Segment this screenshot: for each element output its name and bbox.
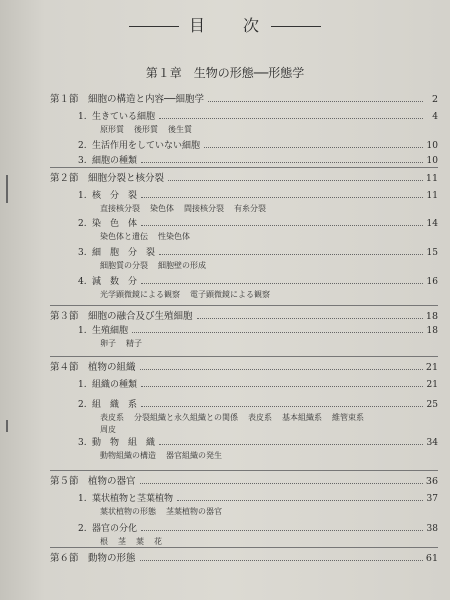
leader-dots	[141, 197, 423, 198]
subsection-number: 1.	[78, 494, 87, 504]
subsection-label: 動 物 組 織	[92, 438, 156, 448]
toc-subsection[interactable]	[78, 191, 438, 202]
section-label: 第２節 細胞分裂と核分裂	[50, 173, 165, 184]
leader-dots	[132, 332, 423, 333]
subsection-label: 核 分 裂	[92, 191, 138, 201]
subsection-label: 組 織 系	[92, 400, 138, 410]
page-number: 11	[426, 191, 438, 201]
topic-item: 細胞壁の形成	[158, 261, 206, 270]
topic-item: 表皮系	[248, 413, 272, 422]
page-number: 2	[431, 94, 438, 105]
page-number: 36	[425, 476, 438, 487]
topic-item: 卵子	[100, 339, 116, 348]
topic-item: 細胞質の分裂	[100, 261, 148, 270]
leader-dots	[140, 483, 423, 484]
topic-list	[100, 125, 438, 135]
topic-item: 維管束系	[332, 413, 364, 422]
page-number: 21	[426, 380, 438, 390]
subsection-label: 細胞の種類	[92, 156, 138, 166]
leader-dots	[140, 560, 423, 561]
toc-subsection[interactable]	[78, 438, 438, 449]
leader-dots	[208, 101, 423, 102]
topic-item: 根	[100, 537, 108, 546]
topic-list	[100, 413, 438, 423]
topic-item: 電子顕微鏡による観察	[190, 290, 270, 299]
leader-dots	[141, 162, 423, 163]
section-label: 第１節 細胞の構造と内容──細胞学	[50, 94, 204, 105]
page-number: 38	[426, 524, 438, 534]
section-divider	[50, 470, 438, 471]
section-label: 第４節 植物の組織	[50, 362, 136, 373]
topic-item: 光学顕微鏡による観察	[100, 290, 180, 299]
subsection-number: 2.	[78, 524, 87, 534]
subsection-number: 3.	[78, 156, 87, 166]
topic-list	[100, 339, 438, 349]
topic-list	[100, 425, 438, 435]
page-number: 25	[426, 400, 438, 410]
subsection-number: 2.	[78, 400, 87, 410]
page-edge-mark	[6, 175, 8, 203]
section-divider	[50, 547, 438, 548]
page-number: 34	[426, 438, 438, 448]
topic-list	[100, 507, 438, 517]
subsection-label: 組織の種類	[92, 380, 138, 390]
page-number: 11	[425, 173, 438, 184]
topic-item: 後生質	[168, 125, 192, 134]
topic-item: 後形質	[134, 125, 158, 134]
rule-right	[271, 26, 321, 27]
subsection-label: 葉状植物と茎葉植物	[92, 494, 174, 504]
subsection-number: 3.	[78, 248, 87, 258]
topic-item: 茎葉植物の器官	[166, 507, 222, 516]
page-number: 61	[425, 553, 438, 564]
topic-item: 染色体と遺伝	[100, 232, 148, 241]
page-number: 18	[426, 326, 438, 336]
subsection-label: 細 胞 分 裂	[92, 248, 156, 258]
leader-dots	[159, 118, 423, 119]
subsection-label: 器官の分化	[92, 524, 138, 534]
toc-section[interactable]	[50, 362, 438, 373]
topic-list	[100, 290, 438, 300]
topic-list	[100, 261, 438, 271]
topic-item: 性染色体	[158, 232, 190, 241]
leader-dots	[204, 147, 423, 148]
section-divider	[50, 305, 438, 306]
topic-item: 花	[154, 537, 162, 546]
toc-section[interactable]	[50, 94, 438, 105]
toc-title: 目 次	[188, 16, 261, 35]
subsection-number: 1.	[78, 191, 87, 201]
toc-subsection[interactable]	[78, 248, 438, 259]
topic-item: 表皮系	[100, 413, 124, 422]
toc-subsection[interactable]	[78, 141, 438, 152]
toc-section[interactable]	[50, 311, 438, 322]
section-label: 第６節 動物の形態	[50, 553, 136, 564]
section-label: 第５節 植物の器官	[50, 476, 136, 487]
subsection-number: 2.	[78, 219, 87, 229]
subsection-label: 生きている細胞	[92, 112, 156, 122]
leader-dots	[168, 180, 423, 181]
leader-dots	[141, 530, 423, 531]
subsection-number: 2.	[78, 141, 87, 151]
subsection-label: 染 色 体	[92, 219, 138, 229]
topic-list	[100, 537, 438, 547]
topic-item: 染色体	[150, 204, 174, 213]
page-number: 15	[426, 248, 438, 258]
toc-heading	[0, 13, 450, 36]
topic-list	[100, 232, 438, 242]
leader-dots	[197, 318, 423, 319]
topic-item: 茎	[118, 537, 126, 546]
topic-item: 有糸分裂	[234, 204, 266, 213]
chapter-title: 第１章 生物の形態──形態学	[145, 66, 305, 80]
topic-item: 葉	[136, 537, 144, 546]
leader-dots	[141, 406, 423, 407]
leader-dots	[141, 283, 423, 284]
toc-section[interactable]	[50, 173, 438, 184]
rule-left	[129, 26, 179, 27]
page-number: 10	[426, 156, 438, 166]
topic-item: 直接核分裂	[100, 204, 140, 213]
page-number: 16	[426, 277, 438, 287]
subsection-number: 1.	[78, 380, 87, 390]
topic-item: 原形質	[100, 125, 124, 134]
leader-dots	[141, 225, 423, 226]
topic-list	[100, 451, 438, 461]
subsection-number: 1.	[78, 112, 87, 122]
subsection-number: 1.	[78, 326, 87, 336]
toc-subsection[interactable]	[78, 277, 438, 288]
toc-subsection[interactable]	[78, 156, 438, 167]
topic-item: 動物組織の構造	[100, 451, 156, 460]
toc-subsection[interactable]	[78, 494, 438, 505]
toc-section[interactable]	[50, 553, 438, 564]
toc-subsection[interactable]	[78, 400, 438, 411]
topic-item: 周皮	[100, 425, 116, 434]
page-number: 37	[426, 494, 438, 504]
page-number: 21	[425, 362, 438, 373]
section-divider	[50, 167, 438, 168]
leader-dots	[159, 444, 423, 445]
leader-dots	[141, 386, 423, 387]
page-number: 10	[426, 141, 438, 151]
subsection-label: 生活作用をしていない細胞	[92, 141, 201, 151]
leader-dots	[140, 369, 423, 370]
toc-subsection[interactable]	[78, 326, 438, 337]
section-divider	[50, 356, 438, 357]
topic-list	[100, 204, 438, 214]
page-edge-mark	[6, 420, 8, 432]
page-number: 4	[432, 112, 438, 122]
toc-subsection[interactable]	[78, 112, 438, 123]
subsection-number: 4.	[78, 277, 87, 287]
subsection-label: 減 数 分	[92, 277, 138, 287]
topic-item: 葉状植物の形態	[100, 507, 156, 516]
topic-item: 分裂組織と永久組織との関係	[134, 413, 238, 422]
subsection-label: 生殖細胞	[92, 326, 129, 336]
subsection-number: 3.	[78, 438, 87, 448]
toc-section[interactable]	[50, 476, 438, 487]
topic-item: 器官組織の発生	[166, 451, 222, 460]
page-number: 18	[425, 311, 438, 322]
topic-item: 基本組織系	[282, 413, 322, 422]
topic-item: 精子	[126, 339, 142, 348]
leader-dots	[159, 254, 423, 255]
topic-item: 間接核分裂	[184, 204, 224, 213]
toc-subsection[interactable]	[78, 524, 438, 535]
toc-subsection[interactable]	[78, 380, 438, 391]
toc-subsection[interactable]	[78, 219, 438, 230]
page-number: 14	[426, 219, 438, 229]
leader-dots	[177, 500, 423, 501]
section-label: 第３節 細胞の融合及び生殖細胞	[50, 311, 193, 322]
